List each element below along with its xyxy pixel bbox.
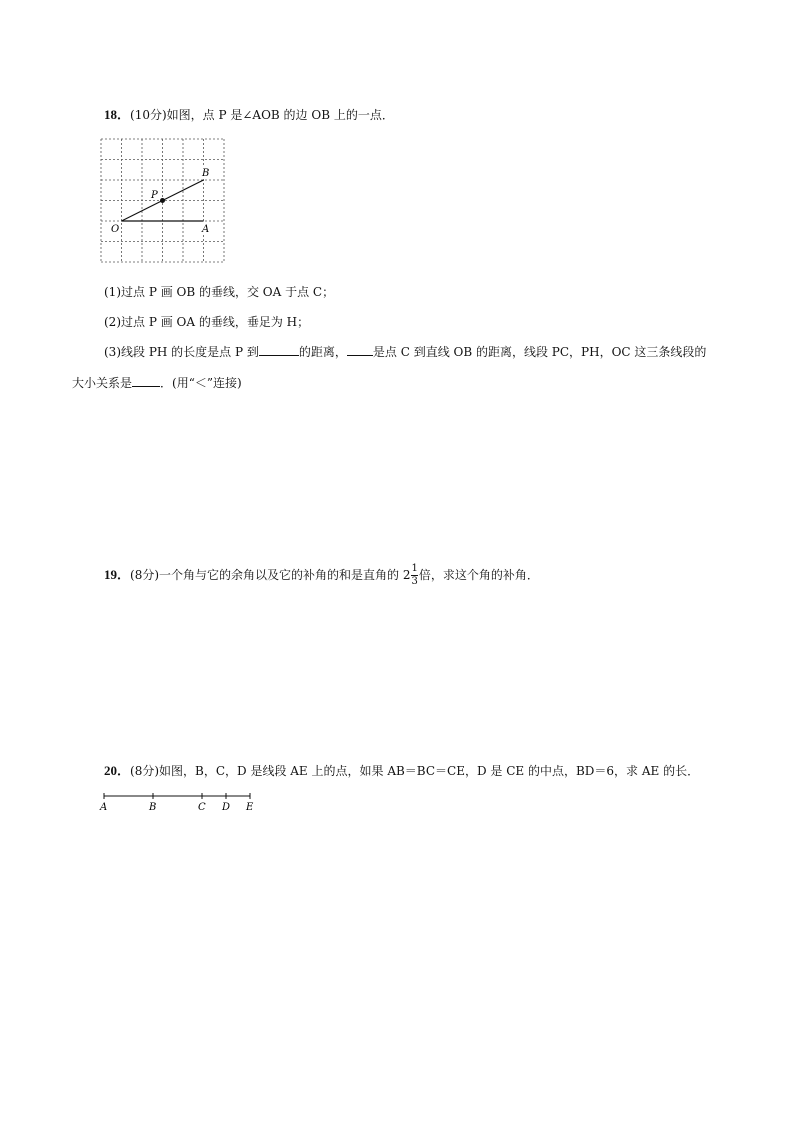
label-c: C <box>198 802 206 813</box>
question-text: (8分)如图，B，C，D 是线段 AE 上的点，如果 AB＝BC＝CE，D 是 CE 的中点，BD＝6，求 AE 的长． <box>130 764 700 778</box>
question-text-a: (8分)一个角与它的余角以及它的补角的和是直角的 2 <box>130 568 411 582</box>
label-e: E <box>246 802 254 813</box>
question-18-part-3 <box>104 343 706 360</box>
label-p: P <box>151 190 158 201</box>
label-b: B <box>202 168 210 179</box>
label-a: A <box>100 802 108 813</box>
question-number: 18． <box>104 107 131 122</box>
part-3-text-d: 大小关系是 <box>72 376 133 390</box>
question-text-b: 倍，求这个角的补角． <box>418 568 539 582</box>
answer-blank-1[interactable] <box>259 343 299 356</box>
fraction-numerator: 1 <box>411 563 418 574</box>
label-o: O <box>111 224 120 235</box>
question-19-stem <box>104 564 539 587</box>
question-number: 20． <box>104 763 131 778</box>
question-18-part-2: (2)过点 P 画 OA 的垂线，垂足为 H； <box>104 315 310 329</box>
point-p <box>160 198 165 203</box>
question-text: (10分)如图，点 P 是∠AOB 的边 OB 上的一点． <box>130 108 394 122</box>
part-3-text-a: (3)线段 PH 的长度是点 P 到 <box>104 345 259 359</box>
question-number: 19． <box>104 567 131 582</box>
answer-blank-2[interactable] <box>347 343 373 356</box>
grid-figure-angle-aob <box>98 136 228 266</box>
part-3-text-e: ．(用“＜”连接) <box>160 376 242 390</box>
label-b: B <box>149 802 157 813</box>
question-18-part-3-continued <box>72 374 242 391</box>
question-20-stem <box>104 760 699 779</box>
question-18-part-1: (1)过点 P 画 OB 的垂线，交 OA 于点 C； <box>104 285 335 299</box>
fraction-one-third <box>411 564 417 587</box>
part-3-text-c: 是点 C 到直线 OB 的距离，线段 PC，PH，OC 这三条线段的 <box>372 345 707 359</box>
label-a: A <box>202 224 210 235</box>
segment-figure-ae <box>98 788 262 814</box>
question-18-stem <box>104 104 394 123</box>
answer-blank-3[interactable] <box>132 374 160 387</box>
fraction-denominator: 3 <box>411 576 418 587</box>
label-d: D <box>222 802 231 813</box>
part-3-text-b: 的距离， <box>298 345 347 359</box>
